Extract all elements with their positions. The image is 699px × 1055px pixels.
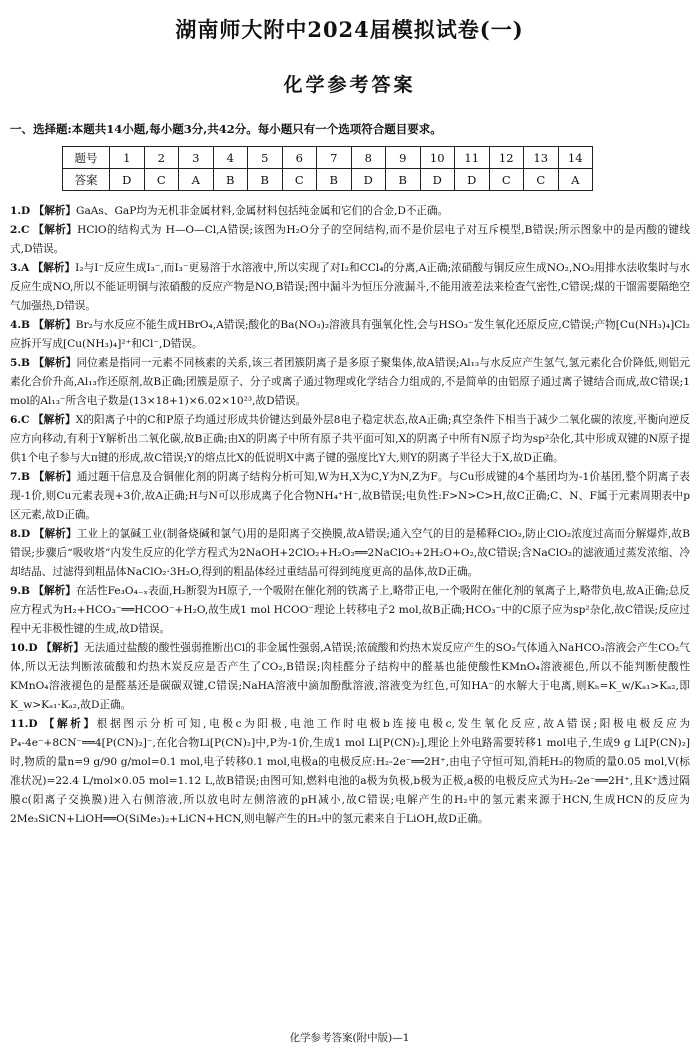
explanation-tag: 【解析】 bbox=[32, 414, 76, 426]
explanation-answer: 3.A bbox=[10, 262, 30, 274]
answer-cell: C bbox=[282, 169, 317, 191]
explanation-item bbox=[10, 202, 690, 221]
question-number-cell: 6 bbox=[282, 147, 317, 169]
answer-cell: B bbox=[248, 169, 283, 191]
explanation-answer: 1.D bbox=[10, 205, 31, 217]
explanation-item bbox=[10, 468, 690, 525]
explanation-answer: 4.B bbox=[10, 319, 31, 331]
explanation-text: Br₂与水反应不能生成HBrO₄,A错误;酸化的Ba(NO₃)₂溶液具有强氧化性,会与HSO₃⁻发生氧化还原反应,C错误;产物[Cu(NH₃)₄]Cl₂应拆开写成[Cu(NH₃)₄]²⁺和Cl⁻,D错误。 bbox=[10, 319, 690, 350]
explanation-item bbox=[10, 715, 690, 829]
explanation-list bbox=[10, 202, 690, 829]
question-number-cell: 4 bbox=[213, 147, 248, 169]
answer-table bbox=[62, 146, 593, 191]
explanation-tag: 【解析】 bbox=[32, 262, 76, 274]
explanation-item bbox=[10, 316, 690, 354]
answer-cell: D bbox=[351, 169, 386, 191]
explanation-text: 根据图示分析可知,电极c为阳极,电池工作时电极b连接电极c,发生氧化反应,故A错误;阳极电极反应为P₄-4e⁻+8CN⁻══4[P(CN)₂]⁻,在化合物Li[P(CN)₂]中,P为-1价,生成1 mol Li[P(CN)₂],理论上外电路需要转移1 mol电子,生成9 g Li[P(CN)₂]时,物质的量n=9 g/90 g/mol=0.1 mol,电子转移0.1 mol,电极a的电极反应:H₂-2e⁻══2H⁺,由电子守恒可知,消耗H₂的物质的量0.05 mol,V(标准状况)=22.4 L/mol×0.05 mol=1.12 L,故B错误;由图可知,燃料电池的a极为负极,b极为正极,a极的电极反应式为H₂-2e⁻══2H⁺,且K⁺透过隔膜c(阳离子交换膜)进入右侧溶液,所以放电时左侧溶液的pH减小,故C错误;电解产生的H₂中的氢元素来源于HCN,生成HCN的反应为2Me₃SiCN+LiOH══O(SiMe₃)₂+LiCN+HCN,则电解产生的H₂中的氢元素来自于LiOH,故D正确。 bbox=[10, 718, 690, 825]
explanation-text: I₂与I⁻反应生成I₃⁻,而I₃⁻更易溶于水溶液中,所以实现了对I₂和CCl₄的分离,A正确;浓硝酸与铜反应生成NO₂,NO₂用排水法收集时与水反应生成NO,所以不能证明铜与浓硝酸的反应产物是NO,B错误;图中漏斗为恒压分液漏斗,不能用液差法来检查气密性,C错误;煤的干馏需要隔绝空气加强热,D错误。 bbox=[10, 262, 690, 312]
explanation-item bbox=[10, 582, 690, 639]
explanation-text: 在活性Fe₃O₄₋ₓ表面,H₂断裂为H原子,一个吸附在催化剂的铁离子上,略带正电,一个吸附在催化剂的氧离子上,略带负电,故A正确;总反应方程式为H₂+HCO₃⁻══HCOO⁻+H₂O,故生成1 mol HCOO⁻理论上转移电子2 mol,故B正确;HCO₃⁻中的C原子应为sp²杂化,故C错误;反应过程中无非极性键的生成,故D错误。 bbox=[10, 585, 690, 635]
question-number-cell: 9 bbox=[386, 147, 421, 169]
explanation-item bbox=[10, 259, 690, 316]
answer-subtitle: 化学参考答案 bbox=[283, 74, 416, 96]
page-footer: 化学参考答案(附中版)—1 bbox=[289, 1032, 410, 1044]
section-heading: 一、选择题:本题共14小题,每小题3分,共42分。每小题只有一个选项符合题目要求。 bbox=[10, 122, 442, 136]
exam-title: 湖南师大附中2024届模拟试卷(一) bbox=[175, 17, 524, 42]
question-number-cell: 1 bbox=[110, 147, 145, 169]
explanation-text: X的阳离子中的C和P原子均通过形成共价键达到最外层8电子稳定状态,故A正确;真空条件下相当于减少二氧化碳的浓度,平衡向逆反应方向移动,有利于Y解析出二氧化碳,故B正确;由X的阴离子中所有原子共平面可知,X的阴离子中所有N原子均为sp²杂化,其中形成双键的N原子提供1个电子参与大π键的形成,故C错误;Y的熔点比X的低说明X中离子键的强度比Y大,则Y的阴离子半径大于X,故D正确。 bbox=[10, 414, 691, 464]
question-number-cell: 14 bbox=[558, 147, 593, 169]
explanation-text: 无法通过盐酸的酸性强弱推断出Cl的非金属性强弱,A错误;浓硫酸和灼热木炭反应产生的SO₂气体通入NaHCO₃溶液会产生CO₂气体,所以无法判断浓硫酸和灼热木炭反应是否产生了CO₂,B错误;肉桂醛分子结构中的醛基也能使酸性KMnO₄溶液褪色,所以不能判断使酸性KMnO₄溶液褪色的是醛基还是碳碳双键,C错误;NaHA溶液中滴加酚酞溶液,溶液变为红色,可知HA⁻的水解大于电离,则Kₕ=K_w/Kₐ₁>Kₐ₂,即K_w>Kₐ₁·Kₐ₂,故D正确。 bbox=[10, 642, 691, 711]
explanation-tag: 【解析】 bbox=[33, 205, 76, 217]
answer-cell: B bbox=[386, 169, 421, 191]
explanation-text: 工业上的氯碱工业(制备烧碱和氯气)用的是阳离子交换膜,故A错误;通入空气的目的是稀释ClO₂,防止ClO₂浓度过高而分解爆炸,故B错误;步骤后“吸收塔”内发生反应的化学方程式为2NaOH+2ClO₂+H₂O₂══2NaClO₂+2H₂O+O₂,故C错误;含NaClO₂的滤液通过蒸发浓缩、冷却结晶、过滤得到粗晶体NaClO₂·3H₂O,得到的粗晶体经过重结晶可得到纯度更高的晶体,故D正确。 bbox=[10, 528, 690, 578]
question-number-cell: 8 bbox=[351, 147, 386, 169]
explanation-text: GaAs、GaP均为无机非金属材料,金属材料包括纯金属和它们的合金,D不正确。 bbox=[76, 205, 449, 217]
answer-cell: D bbox=[110, 169, 145, 191]
row-label-number: 题号 bbox=[63, 147, 110, 169]
explanation-answer: 2.C bbox=[10, 224, 30, 236]
answer-cell: D bbox=[455, 169, 490, 191]
explanation-item bbox=[10, 525, 690, 582]
answer-cell: B bbox=[213, 169, 248, 191]
answer-cell: A bbox=[558, 169, 593, 191]
answer-cell: C bbox=[524, 169, 559, 191]
explanation-item bbox=[10, 639, 690, 715]
explanation-answer: 7.B bbox=[10, 471, 31, 483]
explanation-item bbox=[10, 411, 690, 468]
explanation-item bbox=[10, 354, 690, 411]
explanation-tag: 【解析】 bbox=[33, 224, 78, 236]
answer-row bbox=[63, 169, 593, 191]
explanation-tag: 【解析】 bbox=[33, 528, 77, 540]
answer-cell: A bbox=[179, 169, 214, 191]
answer-cell: B bbox=[317, 169, 352, 191]
question-number-cell: 11 bbox=[455, 147, 490, 169]
explanation-text: HClO的结构式为 H—O—Cl,A错误;该图为H₂O分子的空间结构,而不是价层电子对互斥模型,B错误;所示图象中的是丙酸的键线式,D错误。 bbox=[10, 224, 690, 255]
answer-cell: C bbox=[144, 169, 179, 191]
question-number-cell: 5 bbox=[248, 147, 283, 169]
explanation-tag: 【解析】 bbox=[43, 718, 97, 730]
question-number-cell: 3 bbox=[179, 147, 214, 169]
answer-cell: D bbox=[420, 169, 455, 191]
explanation-tag: 【解析】 bbox=[33, 357, 77, 369]
explanation-answer: 5.B bbox=[10, 357, 31, 369]
explanation-answer: 11.D bbox=[10, 718, 38, 730]
question-number-cell: 10 bbox=[420, 147, 455, 169]
explanation-tag: 【解析】 bbox=[41, 642, 84, 654]
explanation-item bbox=[10, 221, 690, 259]
explanation-answer: 6.C bbox=[10, 414, 30, 426]
explanation-tag: 【解析】 bbox=[33, 585, 76, 597]
row-label-answer: 答案 bbox=[63, 169, 110, 191]
question-number-row bbox=[63, 147, 593, 169]
explanation-tag: 【解析】 bbox=[33, 471, 77, 483]
question-number-cell: 12 bbox=[489, 147, 524, 169]
explanation-text: 通过题干信息及合铜催化剂的阴离子结构分析可知,W为H,X为C,Y为N,Z为F。与Cu形成键的4个基团均为-1价基团,整个阴离子表现-1价,则Cu元素表现+3价,故A正确;H与N可以形成离子化合物NH₄⁺H⁻,故B错误;电负性:F>N>C>H,故C正确;C、N、F属于元素周期表中p区元素,故D正确。 bbox=[10, 471, 690, 521]
question-number-cell: 13 bbox=[524, 147, 559, 169]
question-number-cell: 7 bbox=[317, 147, 352, 169]
question-number-cell: 2 bbox=[144, 147, 179, 169]
explanation-answer: 8.D bbox=[10, 528, 31, 540]
explanation-answer: 10.D bbox=[10, 642, 38, 654]
explanation-text: 同位素是指同一元素不同核素的关系,该三者团簇阴离子是多原子聚集体,故A错误;Al₁₃与水反应产生氢气,氢元素化合价降低,则铝元素化合价升高,Al₁₃作还原剂,故B正确;团簇是原子、分子或离子通过物理或化学结合力组成的,不是简单的由铝原子通过离子键结合而成,故C错误;1 mol的Al₁₃⁻所含电子数是(13×18+1)×6.02×10²³,故D错误。 bbox=[10, 357, 691, 407]
explanation-answer: 9.B bbox=[10, 585, 31, 597]
explanation-tag: 【解析】 bbox=[33, 319, 76, 331]
answer-cell: C bbox=[489, 169, 524, 191]
